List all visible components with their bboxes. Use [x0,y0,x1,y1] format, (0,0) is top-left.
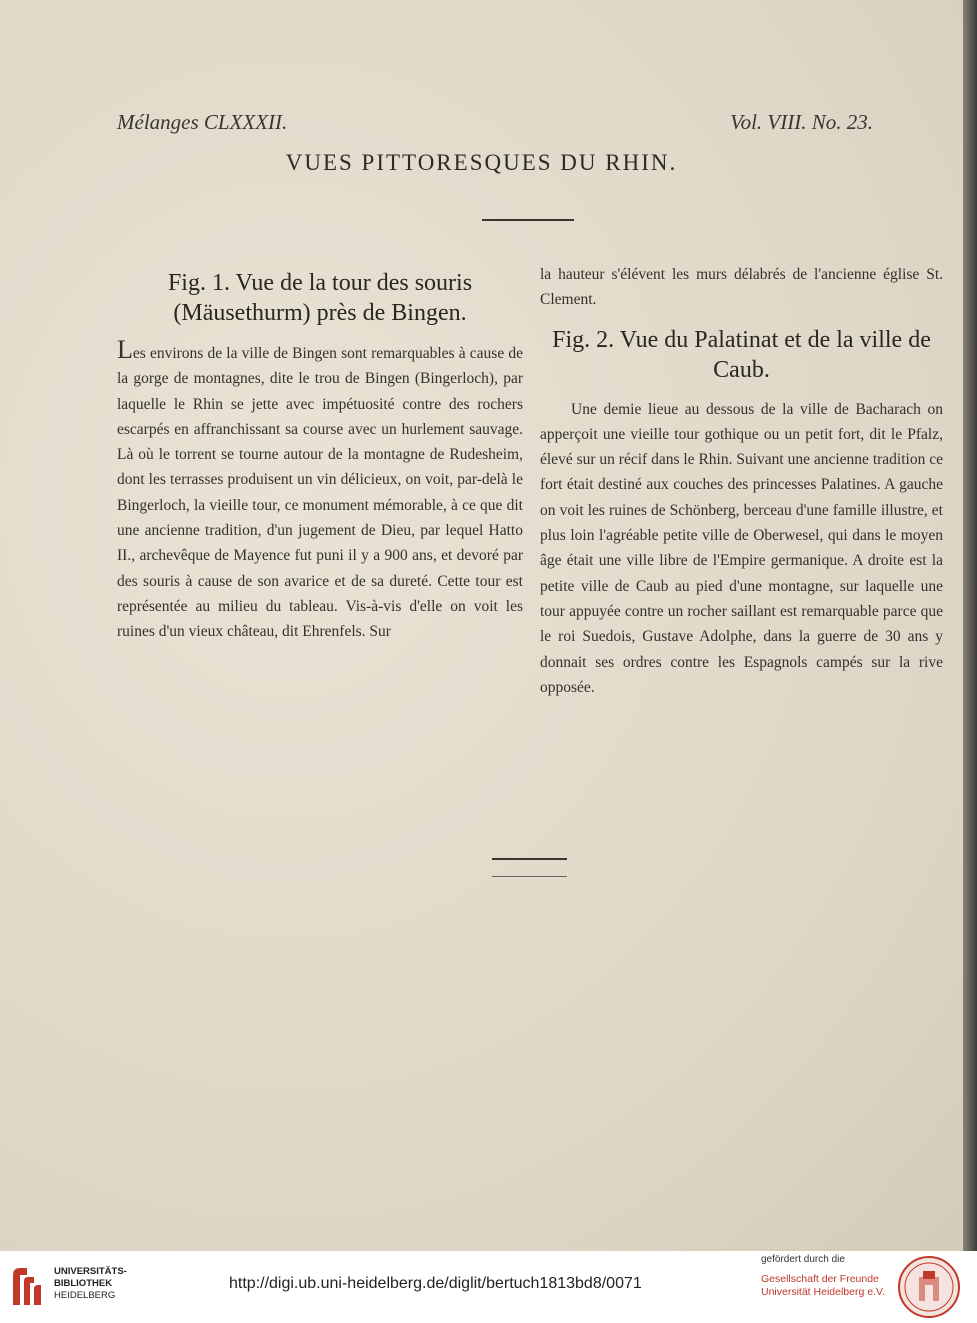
fig2-paragraph: Une demie lieue au dessous de la ville de Bacharach on apperçoit une vieille tour gothique ou un petit fort, dit le Pfalz, élevé sur un récif dans le Rhin. Suivant une ancienne tradition ce fort était destiné aux couches des princesses Palatines. A gauche on voit les ruines de Schönberg, berceau d'une famille illustre, et plus loin l'agréable petite ville de Oberwesel, qui dans le moyen âge était une ville libre de l'Empire germanique. A droite est la petite ville de Caub au pied d'une montagne, sur laquelle une tour appuyée contre un rocher saillant est remarquable parce que le roi Suedois, Gustave Adolphe, dans la guerre de 30 ans y donnait ses ordres contre les Espagnols campés sur la rive opposée. [540,400,943,696]
end-divider [492,858,567,860]
library-name-line3: HEIDELBERG [54,1290,116,1301]
library-name-line2: BIBLIOTHEK [54,1278,113,1289]
fig1-heading: Fig. 1. Vue de la tour des souris (Mäusethurm) près de Bingen. [167,270,473,326]
sponsor-line1: Gesellschaft der Freunde [761,1273,879,1285]
page-edge-shadow [963,0,977,1251]
sponsor-name [761,1273,885,1299]
header-left: Mélanges CLXXXII. [117,110,288,134]
library-logo-icon [10,1265,44,1309]
fig1-paragraph [117,335,523,645]
fig1-text: es environs de la ville de Bingen sont remarquables à cause de la gorge de montagnes, dite le trou de Bingen (Bingerloch), par laquelle le Rhin se jette avec impétuosité contre des rochers escarpés en affranchissant sa course avec un hurlement sauvage. Là où le torrent se tourne autour de la montagne de Rudesheim, dont les terrasses produisent un vin délicieux, on voit, par-delà le Bingerloch, la vieille tour, ce monument mémorable, à ce que dit une ancienne tradition, d'un jugement de Dieu, par lequel Hatto II., archevêque de Mayence fut puni il y a 900 ans, et devoré par des souris à cause de son avarice et de sa dureté. Cette tour est représentée au milieu du tableau. Vis-à-vis d'elle on voit les ruines d'un vieux château, dit Ehrenfels. Sur [117,345,523,641]
sponsor-line2: Universität Heidelberg e.V. [761,1286,885,1298]
left-column [117,268,523,645]
page-title: VUES PITTORESQUES DU RHIN. [285,150,678,175]
fig2-heading: Fig. 2. Vue du Palatinat et de la ville de Caub. [552,326,931,383]
library-name-line1: UNIVERSITÄTS- [54,1266,127,1277]
footer-bar [0,1251,977,1323]
university-seal-icon [897,1255,961,1319]
right-column [540,262,943,700]
library-name [54,1266,127,1302]
continuation-text: la hauteur s'élévent les murs délabrés de l'ancienne église St. Clement. [540,266,943,309]
header-right: Vol. VIII. No. 23. [730,110,873,134]
dropcap: L [117,335,133,364]
sponsor-label: gefördert durch die [761,1254,845,1265]
title-divider [482,219,574,221]
end-divider-thin [492,876,567,877]
permalink-url[interactable]: http://digi.ub.uni-heidelberg.de/diglit/bertuch1813bd8/0071 [229,1275,642,1292]
